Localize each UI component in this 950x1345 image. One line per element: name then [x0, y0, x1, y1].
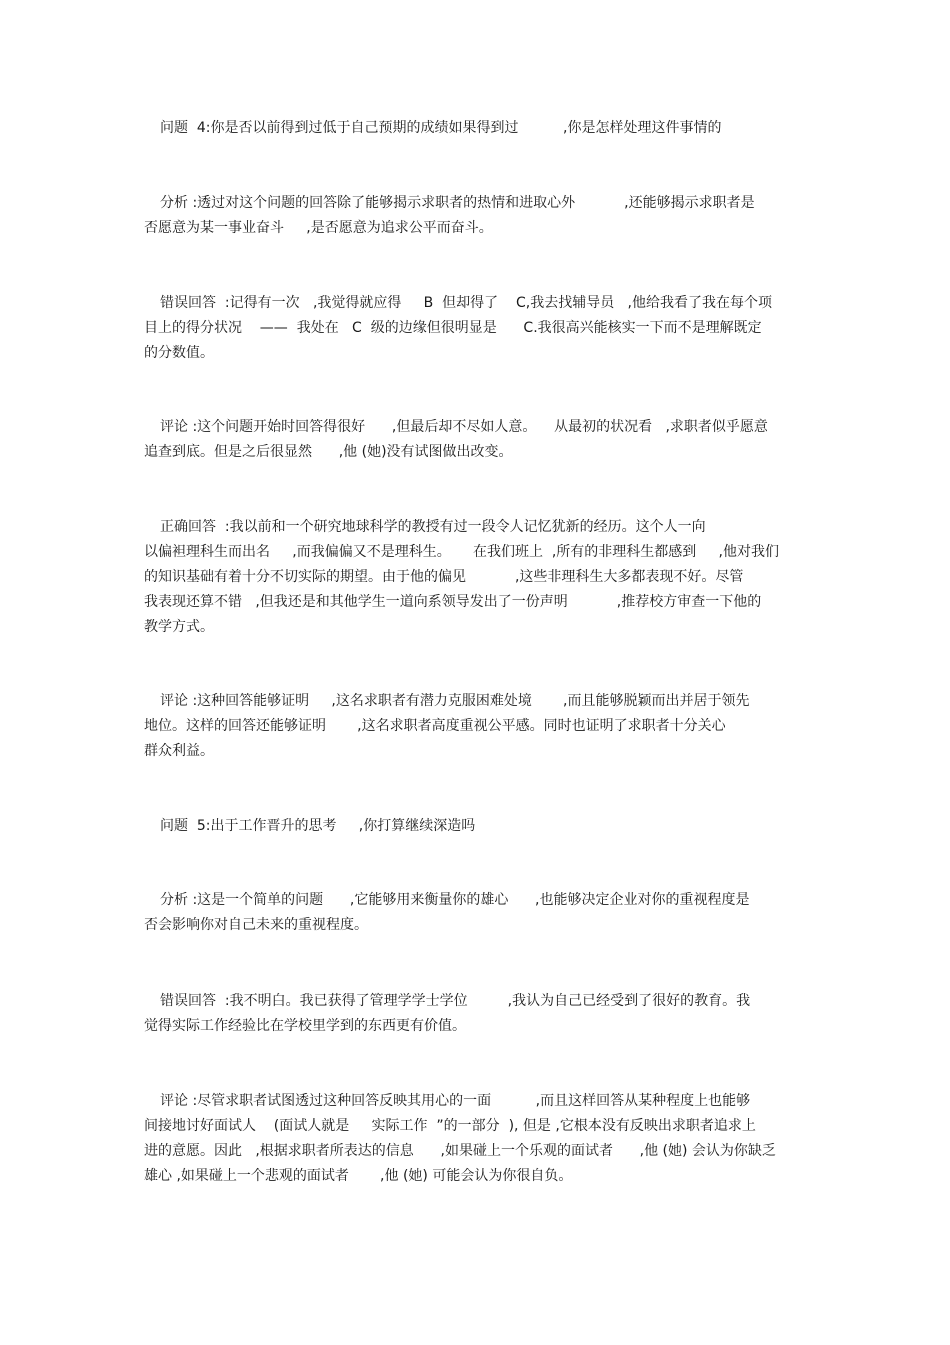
question-4-analysis [144, 191, 809, 241]
question-5-comment [144, 1089, 809, 1189]
paragraph-line: 觉得实际工作经验比在学校里学到的东西更有价值。 [144, 1018, 466, 1034]
paragraph-line: 错误回答 :我不明白。我已获得了管理学学士学位 ,我认为自己已经受到了很好的教育。我 [160, 993, 751, 1009]
paragraph-line: 我表现还算不错 ,但我还是和其他学生一道向系领导发出了一份声明 ,推荐校方审查一下他的 [144, 594, 762, 610]
paragraph-line: 评论 :这个问题开始时回答得很好 ,但最后却不尽如人意。 从最初的状况看 ,求职者似乎愿意 [160, 419, 768, 435]
question-4-wrong-answer [144, 291, 809, 366]
paragraph-line: 地位。这样的回答还能够证明 ,这名求职者高度重视公平感。同时也证明了求职者十分关心 [144, 718, 726, 734]
paragraph-line: 的分数值。 [144, 345, 214, 361]
paragraph-line: 雄心 ,如果碰上一个悲观的面试者 ,他 (她) 可能会认为你很自负。 [144, 1168, 573, 1184]
paragraph-line: 正确回答 :我以前和一个研究地球科学的教授有过一段令人记忆犹新的经历。这个人一向 [160, 519, 706, 535]
paragraph-line: 群众利益。 [144, 743, 214, 759]
question-5-wrong-answer [144, 989, 809, 1039]
question-4-comment-1 [144, 415, 809, 465]
paragraph-line: 进的意愿。因此 ,根据求职者所表达的信息 ,如果碰上一个乐观的面试者 ,他 (她) 会认为你缺乏 [144, 1143, 776, 1159]
paragraph-line: 目上的得分状况 —— 我处在 C 级的边缘但很明显是 C.我很高兴能核实一下而不是理解既定 [144, 320, 762, 336]
question-4-right-answer [144, 515, 809, 640]
paragraph-line: 评论 :尽管求职者试图透过这种回答反映其用心的一面 ,而且这样回答从某种程度上也能够 [160, 1093, 751, 1109]
paragraph-line: 教学方式。 [144, 619, 214, 635]
paragraph-line: 问题 5:出于工作晋升的思考 ,你打算继续深造吗 [160, 818, 476, 834]
paragraph-line: 追查到底。但是之后很显然 ,他 (她)没有试图做出改变。 [144, 444, 513, 460]
paragraph-line: 以偏袒理科生而出名 ,而我偏偏又不是理科生。 在我们班上 ,所有的非理科生都感到 ,他对我们 [144, 544, 780, 560]
question-5-analysis [144, 888, 809, 938]
paragraph-line: 否会影响你对自己未来的重视程度。 [144, 917, 368, 933]
paragraph-line: 问题 4:你是否以前得到过低于自己预期的成绩如果得到过 ,你是怎样处理这件事情的 [160, 120, 722, 136]
question-4-comment-2 [144, 689, 809, 764]
paragraph-line: 否愿意为某一事业奋斗 ,是否愿意为追求公平而奋斗。 [144, 220, 493, 236]
paragraph-line: 间接地讨好面试人 (面试人就是 实际工作 ”的一部分 ), 但是 ,它根本没有反映出求职者追求上 [144, 1118, 756, 1134]
question-5 [144, 814, 809, 839]
paragraph-line: 的知识基础有着十分不切实际的期望。由于他的偏见 ,这些非理科生大多都表现不好。尽管 [144, 569, 744, 585]
paragraph-line: 分析 :透过对这个问题的回答除了能够揭示求职者的热情和进取心外 ,还能够揭示求职者是 [160, 195, 755, 211]
paragraph-line: 评论 :这种回答能够证明 ,这名求职者有潜力克服困难处境 ,而且能够脱颖而出并居于领先 [160, 693, 750, 709]
question-4 [144, 116, 809, 141]
paragraph-line: 错误回答 :记得有一次 ,我觉得就应得 B 但却得了 C,我去找辅导员 ,他给我看了我在每个项 [160, 295, 772, 311]
paragraph-line: 分析 :这是一个简单的问题 ,它能够用来衡量你的雄心 ,也能够决定企业对你的重视程度是 [160, 892, 750, 908]
